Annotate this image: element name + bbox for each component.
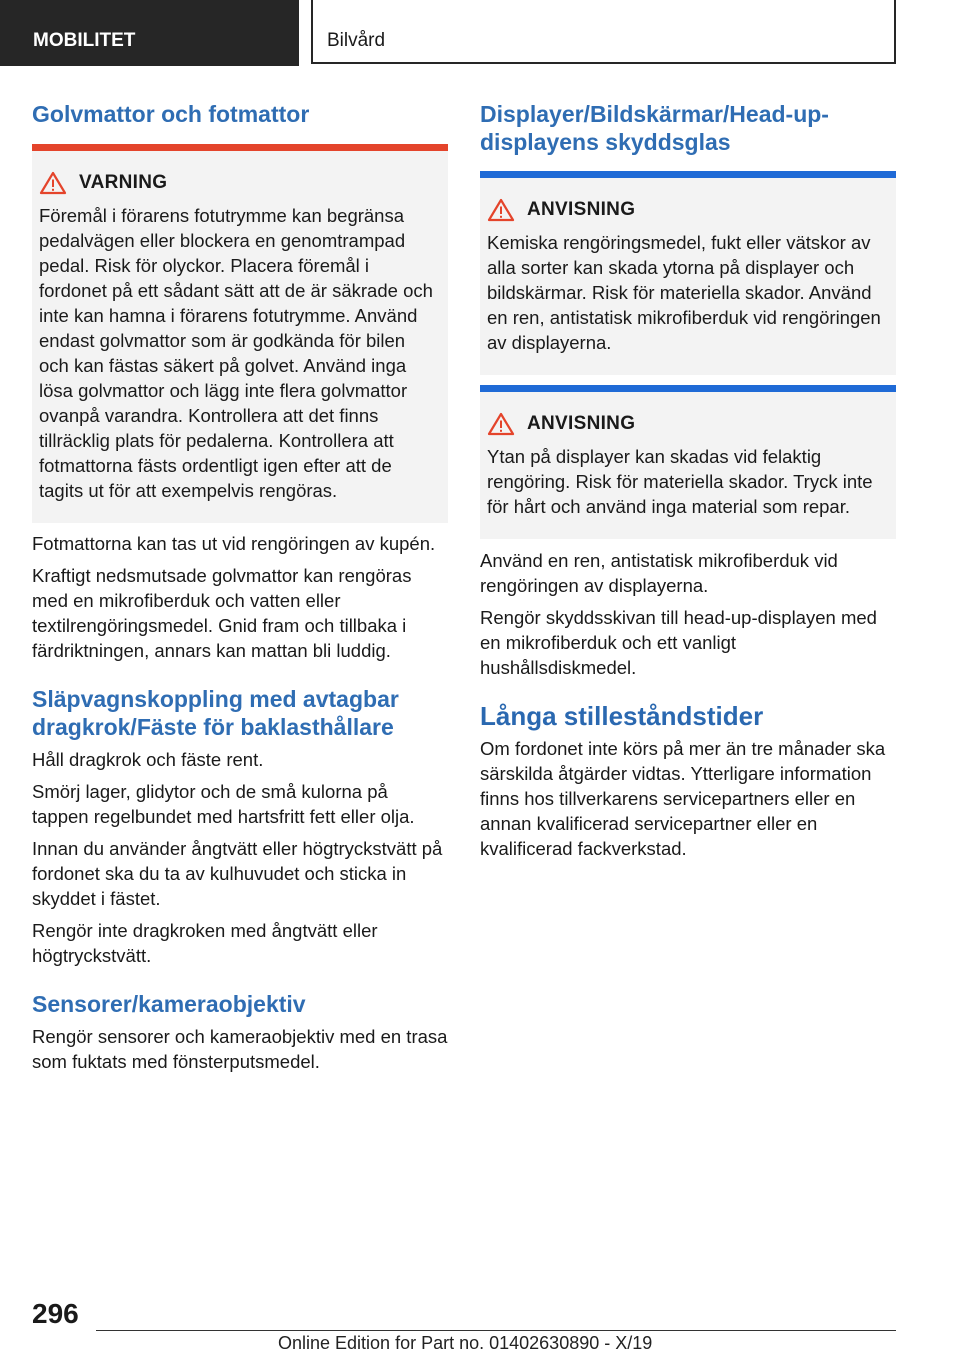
notice-box — [480, 385, 896, 539]
paragraph: Använd en ren, antistatisk mikrofiberduk vid rengöringen av displayerna. — [480, 550, 838, 596]
section-tab: MOBILITET — [0, 0, 299, 66]
paragraph: Innan du använder ångtvätt eller högtryckstvätt på fordonet ska du ta av kulhuvudet och sticka in skyddet i fästet. — [32, 838, 443, 909]
heading-sensors: Sensorer/kameraobjektiv — [32, 991, 306, 1017]
warning-triangle-icon — [39, 171, 67, 195]
paragraph: Rengör skyddsskivan till head-up-displayen med en mikrofiberduk och ett vanligt hushållsdiskmedel. — [480, 607, 877, 678]
left-column — [32, 100, 448, 1074]
warning-header — [39, 171, 438, 195]
notice-header — [487, 412, 886, 436]
footer-edition: Online Edition for Part no. 01402630890 - X/19 — [278, 1333, 653, 1353]
paragraph: Rengör inte dragkroken med ångtvätt eller högtryckstvätt. — [32, 920, 378, 966]
heading-floor-mats: Golvmattor och fotmattor — [32, 101, 310, 127]
paragraph: Om fordonet inte körs på mer än tre månader ska särskilda åtgärder vidtas. Ytterligare information finns hos tillverkarens servicepartners eller en annan kvalificerad servicepartner eller en kvalificerad fackverkstad. — [480, 738, 886, 859]
notice-header — [487, 198, 886, 222]
warning-triangle-icon — [487, 198, 515, 222]
heading-long-storage: Långa stilleståndstider — [480, 701, 764, 731]
paragraph: Håll dragkrok och fäste rent. — [32, 749, 264, 770]
notice-title: ANVISNING — [527, 413, 636, 434]
notice-box — [480, 171, 896, 375]
warning-text: Föremål i förarens fotutrymme kan begränsa pedalvägen eller blockera en genomtrampad pedal. Risk för olyckor. Placera föremål i fordonet på ett sådant sätt att de är säkrade och inte kan hamna i förarens fotutrymme. Använd endast golvmattor som är godkända för bilen och kan fästas säkert på golvet. Använd inga lösa golvmattor och lägg inte flera golvmattor ovanpå varandra. Kontrollera att det finns tillräcklig plats för pedalerna. Kontrollera att fotmattorna fästs ordentligt igen efter att de tagits ut för att exempelvis rengöras. — [39, 205, 433, 501]
notice-text: Kemiska rengöringsmedel, fukt eller vätskor av alla sorter kan skada ytorna på displayer och bildskärmar. Risk för materiella skador. Använd en ren, antistatisk mikrofiberduk vid rengöringen av displayerna. — [487, 232, 881, 353]
footer-divider — [96, 1330, 896, 1331]
warning-triangle-icon — [487, 412, 515, 436]
paragraph: Kraftigt nedsmutsade golvmattor kan rengöras med en mikrofiberduk och vatten eller textilrengöringsmedel. Gnid fram och tillbaka i färdriktningen, annars kan mattan bli luddig. — [32, 565, 412, 661]
heading-displays: Displayer/Bildskärmar/Head-up-displayens skyddsglas — [480, 101, 829, 155]
warning-title: VARNING — [79, 172, 168, 193]
heading-tow-hitch: Släpvagnskoppling med avtagbar dragkrok/Fäste för baklasthållare — [32, 686, 399, 740]
paragraph: Rengör sensorer och kameraobjektiv med en trasa som fuktats med fönsterputsmedel. — [32, 1026, 448, 1072]
paragraph: Fotmattorna kan tas ut vid rengöringen av kupén. — [32, 533, 436, 554]
chapter-title: Bilvård — [311, 0, 896, 64]
warning-box — [32, 144, 448, 523]
page-header — [0, 0, 960, 66]
notice-title: ANVISNING — [527, 199, 636, 220]
right-column — [480, 100, 896, 861]
paragraph: Smörj lager, glidytor och de små kulorna på tappen regelbundet med hartsfritt fett eller olja. — [32, 781, 415, 827]
notice-text: Ytan på displayer kan skadas vid felaktig rengöring. Risk för materiella skador. Tryck inte för hårt och använd inga material som repar. — [487, 446, 873, 517]
page-number: 296 — [32, 1298, 79, 1329]
